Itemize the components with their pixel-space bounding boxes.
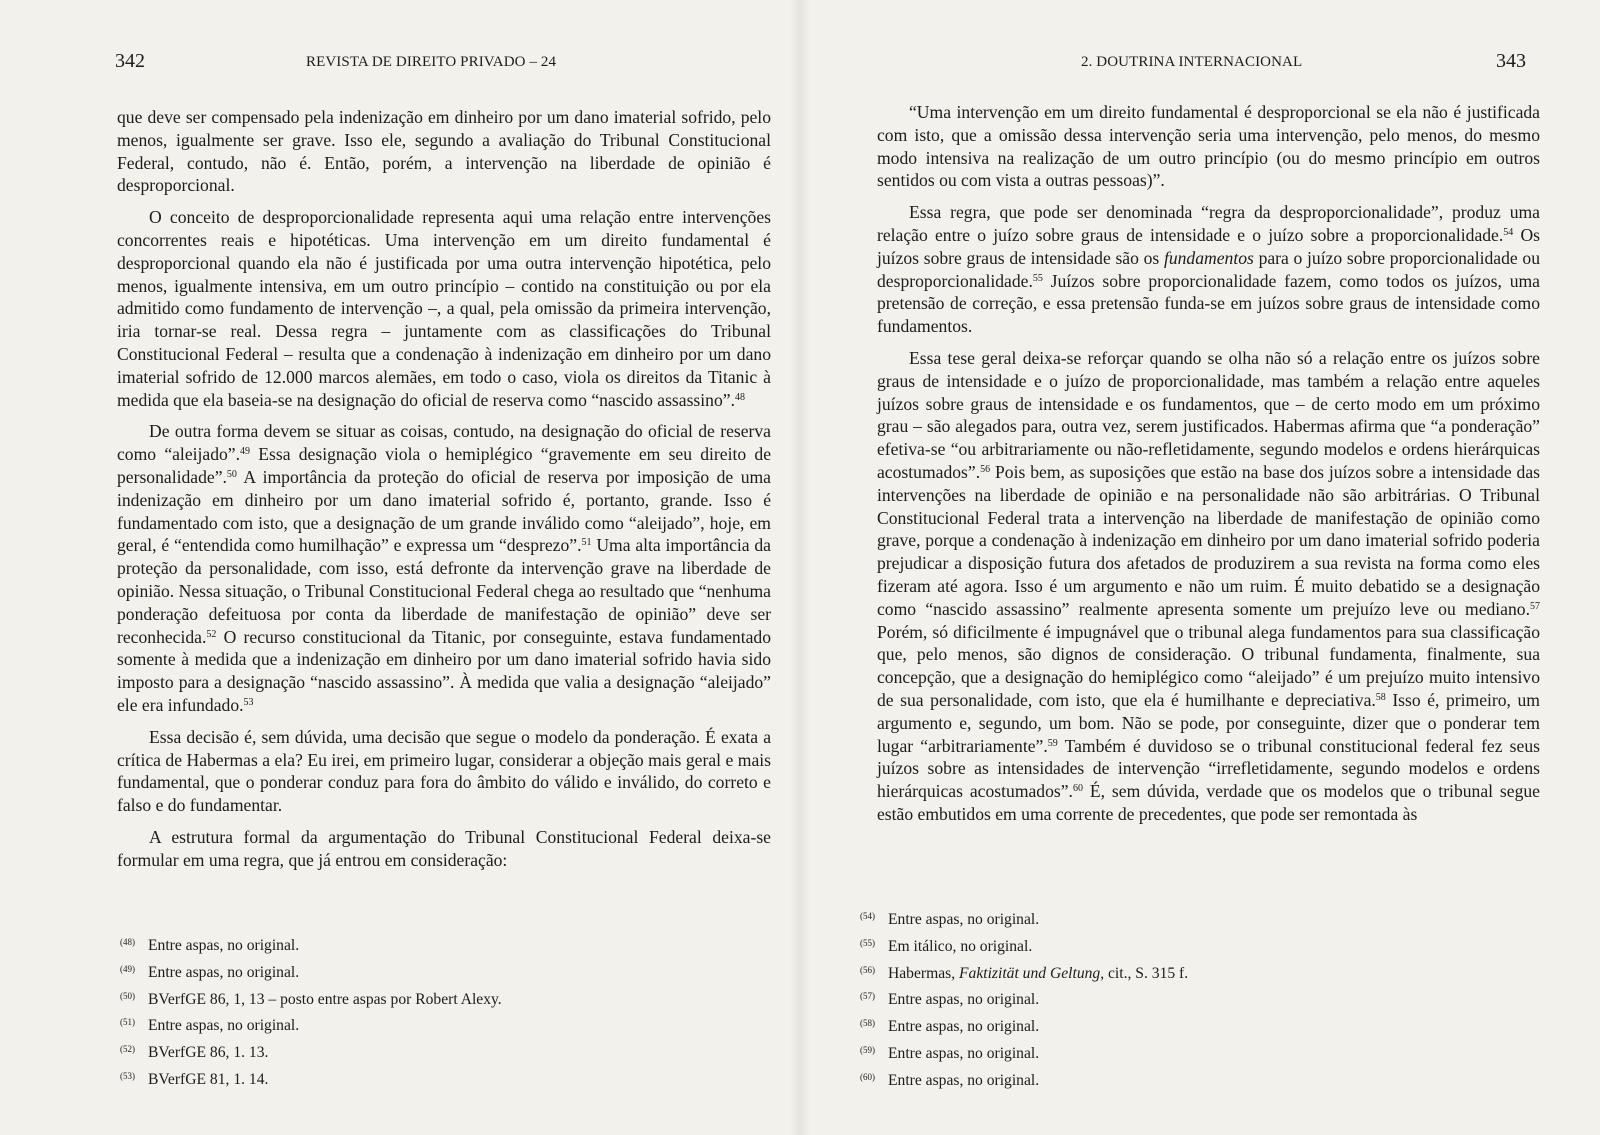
paragraph: Essa regra, que pode ser denominada “regra da desproporcionalidade”, produz uma relação entre o juízo sobre graus de intensidade e o juízo sobre a proporcionalidade.$^{54}$ Os juízos sobre graus de intensidade são os fundamentos para o juízo sobre proporcionalidade ou desproporcionalidade.$^{55}$ Juízos sobre proporcionalidade fazem, como todos os juízos, uma pretensão de correção, e essa pretensão funda-se em juízos sobre graus de intensidade como fundamentos. [877, 202, 1540, 337]
footnote: (58) Entre aspas, no original. [860, 1018, 1040, 1036]
paragraph: Essa tese geral deixa-se reforçar quando se olha não só a relação entre os juízos sobre graus de intensidade e o juízo de proporcionalidade, mas também a relação entre aqueles juízos sobre graus de intensidade e os fundamentos, que – de certo modo em um próximo grau – são alegados para, outra vez, serem justificados. Habermas afirma que “a ponderação” efetiva-se “ou arbitrariamente ou não-refletidamente, segundo modelos e ordens hierárquicas acostumados”.$^{56}$ Pois bem, as suposições que estão na base dos juízos sobre a intensidade das intervenções na liberdade de opinião e na personalidade não são arbitrárias. O Tribunal Constitucional Federal trata a intervenção na liberdade de manifestação de opinião como grave, porque a condenação à indenização em dinheiro por um dano imaterial sofrido poderia prejudicar a disposição futura dos afetados de produzirem a sua revista na forma como eles fizeram até agora. Isso é um argumento e não um ruim. É muito debatido se a designação como “nascido assassino” realmente apresenta somente um prejuízo leve ou mediano.$^{57}$ Porém, só dificilmente é impugnável que o tribunal alega fundamentos para sua classificação que, pelo menos, são dignos de consideração. O tribunal fundamenta, finalmente, sua concepção, que a designação do hemiplégico como “aleijado” é um prejuízo muito intensivo de sua personalidade, com isto, que ela é humilhante e depreciativa.$^{58}$ Isso é, primeiro, um argumento e, segundo, um bom. Não se pode, por conseguinte, dizer que o ponderar tem lugar “arbitrariamente”.$^{59}$ Também é duvidoso se o tribunal constitucional federal fez seus juízos sobre as intensidades de intervenção “irrefletidamente, segundo modelos e ordens hierárquicas acostumados”.$^{60}$ É, sem dúvida, verdade que os modelos que o tribunal segue estão embutidos em uma corrente de precedentes, que pode ser remontada às [877, 347, 1540, 824]
paragraph: De outra forma devem se situar as coisas, contudo, na designação do oficial de reserva como “aleijado”.$^{49}$ Essa designação viola o hemiplégico “gravemente em seu direito de personalidade”.$^{50}$ A importância da proteção do oficial de reserva por imposição de uma indenização em dinheiro por um dano imaterial sofrido é, portanto, grande. Isso é fundamentado com isto, que a designação de um grande inválido como “aleijado”, hoje, em geral, é “entendida como humilhação” e expressa um “desprezo”.$^{51}$ Uma alta importância da proteção da personalidade, com isso, está defronte da intervenção grave na liberdade de opinião. Nessa situação, o Tribunal Constitucional Federal chega ao resultado que “nenhuma ponderação defeituosa por conta da liberdade de manifestação de opinião” deve ser reconhecida.$^{52}$ O recurso constitucional da Titanic, por conseguinte, estava fundamentado somente à medida que a indenização em dinheiro por um dano imaterial sofrido havia sido imposto para a designação “nascido assassino”. À medida que valia a designação “aleijado” ele era infundado.$^{53}$ [117, 421, 772, 715]
body-text [117, 106, 771, 881]
footnote: (48) Entre aspas, no original. [120, 937, 300, 954]
footnote-ref: 55 [1032, 272, 1043, 284]
paragraph: O conceito de desproporcionalidade representa aqui uma relação entre intervenções concorrentes reais e hipotéticas. Uma intervenção em um direito fundamental é desproporcional quando ela não é justificada por uma outra intervenção hipotética, pelo menos, igualmente intensiva, em um outro princípio – contido na constituição ou por ela admitido como fundamento de intervenção –, a qual, pela omissão da primeira intervenção, iria tornar-se real. Dessa regra – juntamente com as classificações do Tribunal Constitucional Federal – resulta que a condenação à indenização em dinheiro por um dano imaterial sofrido de 12.000 marcos alemães, em todo o caso, viola os direitos da Titanic à medida que ela baseia-se na designação do oficial de reserva como “nascido assassino”.$^{48}$ [117, 207, 771, 410]
footnote-ref: 56 [980, 463, 991, 475]
footnote: (52) BVerfGE 86, 1. 13. [120, 1044, 269, 1062]
footnote: (49) Entre aspas, no original. [120, 963, 300, 981]
footnote: (60) Entre aspas, no original. [860, 1071, 1040, 1089]
footnote: (54) Entre aspas, no original. [860, 911, 1040, 928]
footnote-ref: 57 [1530, 600, 1540, 612]
footnote-ref: 48 [734, 391, 745, 403]
paragraph: que deve ser compensado pela indenização em dinheiro por um dano imaterial sofrido, pelo menos, igualmente ser grave. Isso ele, segundo a avaliação do Tribunal Constitucional Federal, contudo, não é. Então, porém, a intervenção na liberdade de opinião é desproporcional. [117, 107, 771, 196]
footnote-ref: 51 [581, 537, 592, 549]
footnote: (51) Entre aspas, no original. [120, 1017, 300, 1035]
page-number: 343 [1496, 50, 1526, 72]
body-text [877, 101, 1540, 835]
footnote-ref: 59 [1047, 737, 1058, 749]
footnotes [120, 931, 720, 1092]
footnote: (53) BVerfGE 81, 1. 14. [120, 1070, 269, 1088]
footnote-ref: 60 [1072, 783, 1083, 795]
footnote: (57) Entre aspas, no original. [860, 991, 1040, 1009]
page-number: 342 [115, 50, 145, 72]
footnote: (59) Entre aspas, no original. [860, 1044, 1040, 1062]
paragraph: A estrutura formal da argumentação do Tribunal Constitucional Federal deixa-se formular em uma regra, que já entrou em consideração: [117, 826, 771, 870]
running-header: REVISTA DE DIREITO PRIVADO – 24 [306, 54, 557, 70]
footnote-ref: 53 [243, 696, 254, 708]
footnote-ref: 50 [226, 468, 237, 480]
footnotes [860, 905, 1460, 1093]
footnote-ref: 54 [1503, 226, 1514, 238]
quoted-rule: “Uma intervenção em um direito fundamental é desproporcional se ela não é justificada com isto, que a omissão dessa intervenção seria uma intervenção, pelo menos, do mesmo modo intensiva na realização de um outro princípio (ou do mesmo princípio em outros sentidos ou com vista a outras pessoas)”. [877, 102, 1540, 191]
footnote: (50) BVerfGE 86, 1, 13 – posto entre aspas por Robert Alexy. [120, 990, 502, 1008]
footnote-ref: 52 [206, 628, 217, 640]
running-header: 2. DOUTRINA INTERNACIONAL [1081, 54, 1303, 70]
right-page [800, 0, 1600, 1135]
footnote-ref: 58 [1375, 691, 1386, 703]
footnote: (55) Em itálico, no original. [860, 937, 1033, 955]
italic-term: fundamentos [1163, 247, 1254, 268]
paragraph: Essa decisão é, sem dúvida, uma decisão que segue o modelo da ponderação. É exata a crítica de Habermas a ela? Eu irei, em primeiro lugar, considerar a objeção mais geral e mais fundamental, que o ponderar conduz para fora do âmbito do válido e inválido, do correto e falso e do fundamentar. [117, 726, 771, 816]
footnote: (56) Habermas, Faktizität und Geltung, cit., S. 315 f. [860, 964, 1189, 982]
footnote-ref: 49 [240, 446, 251, 458]
